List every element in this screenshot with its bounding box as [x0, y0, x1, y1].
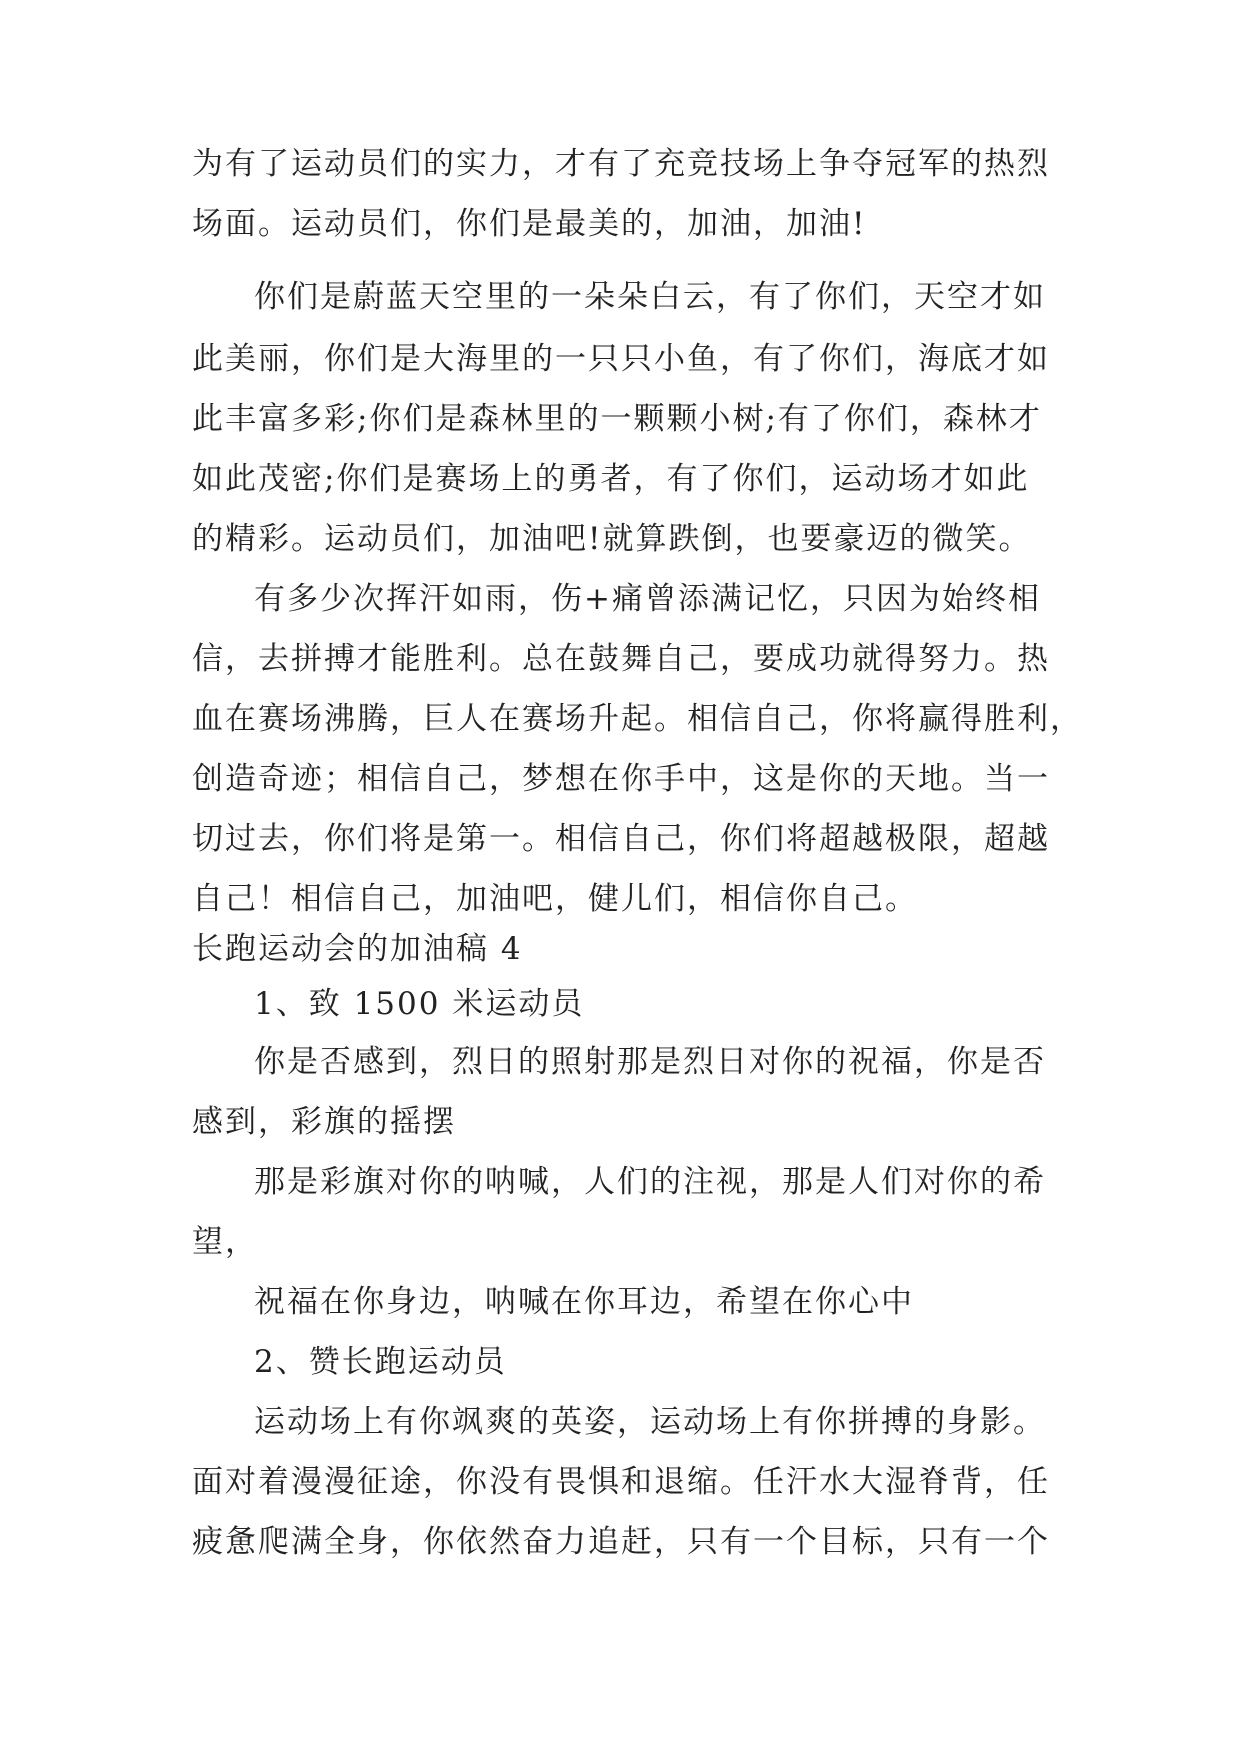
text-line: 血在赛场沸腾，巨人在赛场升起。相信自己，你将赢得胜利， [192, 701, 1083, 737]
text-line: 祝福在你身边，呐喊在你耳边，希望在你心中 [254, 1284, 914, 1320]
text-line: 你们是蔚蓝天空里的一朵朵白云，有了你们，天空才如 [254, 279, 1046, 315]
text-line: 此美丽，你们是大海里的一只只小鱼，有了你们，海底才如 [192, 341, 1050, 377]
text-line: 如此茂密;你们是赛场上的勇者，有了你们，运动场才如此 [192, 461, 1030, 497]
text-line: 为有了运动员们的实力，才有了充竞技场上争夺冠军的热烈 [192, 146, 1050, 182]
section-heading: 长跑运动会的加油稿 4 [192, 931, 523, 967]
text-line: 你是否感到，烈日的照射那是烈日对你的祝福，你是否 [254, 1044, 1046, 1080]
text-line: 疲惫爬满全身，你依然奋力追赶，只有一个目标，只有一个 [192, 1524, 1050, 1560]
text-line: 的精彩。运动员们，加油吧!就算跌倒，也要豪迈的微笑。 [192, 521, 1032, 557]
subheading: 2、赞长跑运动员 [254, 1344, 507, 1380]
text-line: 创造奇迹；相信自己，梦想在你手中，这是你的天地。当一 [192, 761, 1050, 797]
text-line: 望， [192, 1224, 258, 1260]
text-line: 场面。运动员们，你们是最美的，加油，加油! [192, 206, 867, 242]
text-line: 感到，彩旗的摇摆 [192, 1104, 456, 1140]
subheading: 1、致 1500 米运动员 [254, 986, 585, 1022]
text-line: 自己！相信自己，加油吧，健儿们，相信你自己。 [192, 881, 918, 917]
text-line: 信，去拼搏才能胜利。总在鼓舞自己，要成功就得努力。热 [192, 641, 1050, 677]
text-line: 有多少次挥汗如雨，伤+痛曾添满记忆，只因为始终相 [254, 581, 1041, 617]
text-line: 那是彩旗对你的呐喊，人们的注视，那是人们对你的希 [254, 1164, 1046, 1200]
text-line: 此丰富多彩;你们是森林里的一颗颗小树;有了你们，森林才 [192, 401, 1042, 437]
text-line: 面对着漫漫征途，你没有畏惧和退缩。任汗水大湿脊背，任 [192, 1464, 1050, 1500]
text-line: 切过去，你们将是第一。相信自己，你们将超越极限，超越 [192, 821, 1050, 857]
text-line: 运动场上有你飒爽的英姿，运动场上有你拼搏的身影。 [254, 1404, 1046, 1440]
